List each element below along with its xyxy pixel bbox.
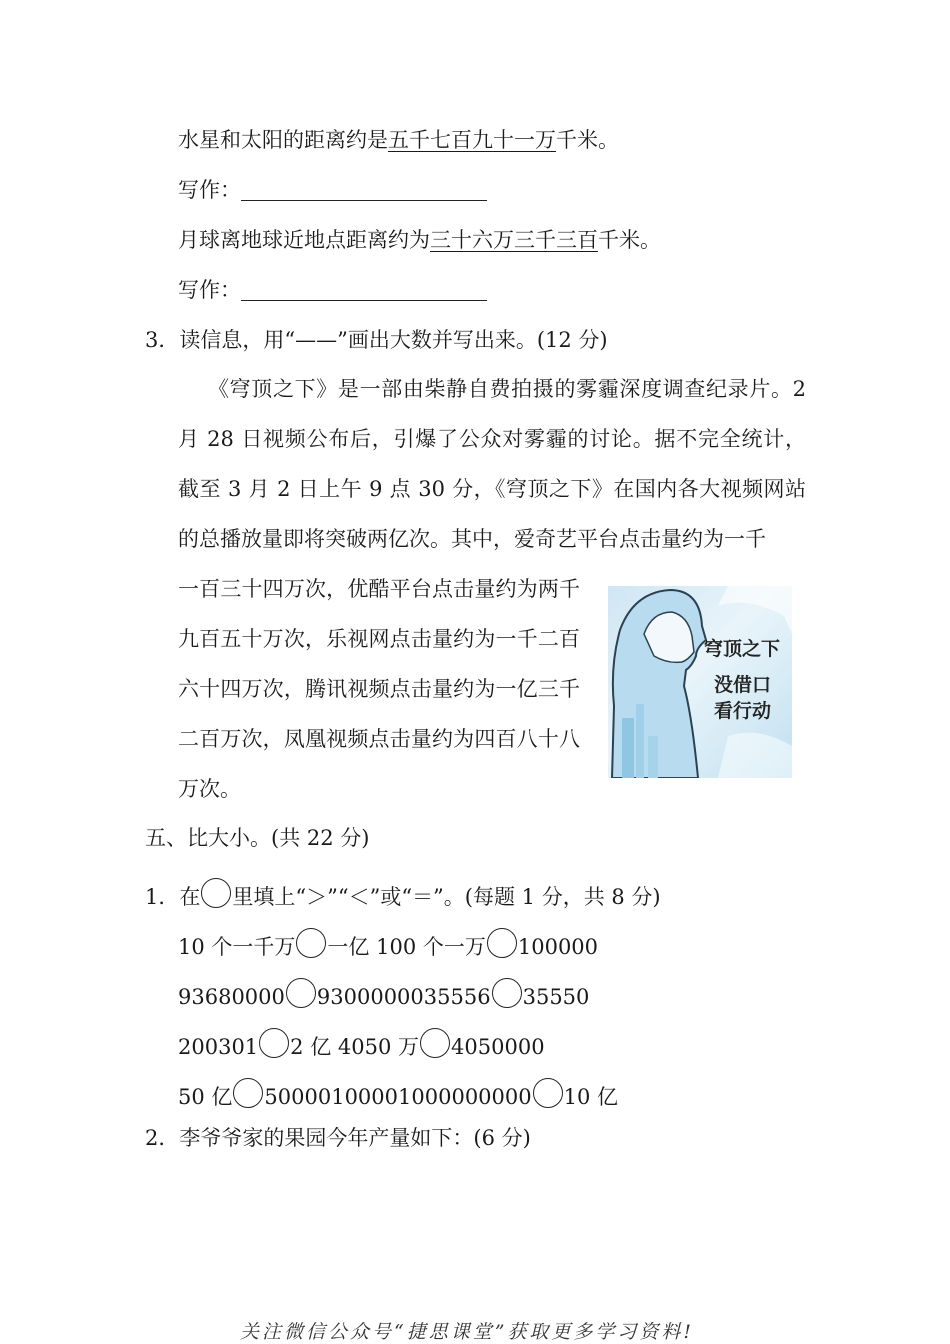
mercury-number: 五千七百九十一万 (388, 128, 556, 152)
compare-circle-5[interactable] (259, 1028, 289, 1058)
compare-circle-4[interactable] (492, 978, 522, 1008)
compare-circle-1[interactable] (296, 928, 326, 958)
compare-circle-6[interactable] (420, 1028, 450, 1058)
compare-circle-8[interactable] (533, 1078, 563, 1108)
write-row-2: 写作： (178, 276, 487, 304)
q3-heading: 3．读信息，用“——”画出大数并写出来。(12 分) (145, 328, 608, 352)
moon-sentence: 月球离地球近地点距离约为三十六万三千三百千米。 (178, 228, 661, 252)
poster-line-2: 看行动 (714, 700, 772, 722)
answer-blank-2[interactable] (241, 278, 487, 301)
example-circle (201, 878, 231, 908)
q3-paragraph-top: 《穹顶之下》是一部由柴静自费拍摄的雾霾深度调查纪录片。2 月 28 日视频公布后，引爆了公众对雾霾的讨论。据不完全统计，截至 3 月 2 日上午 9 点 30 分，《穹顶之下》在国内各大视频网站的总播放量即将突破两亿次。其中，爱奇艺平台点击量约为一千 (178, 377, 806, 551)
compare-circle-2[interactable] (487, 928, 517, 958)
comparison-row-1: 10 个一千万 一亿 100 个一万 100000 (178, 928, 598, 961)
compare-circle-3[interactable] (286, 978, 316, 1008)
comparison-row-2: 93680000 9300000035556 35550 (178, 978, 589, 1011)
moon-number: 三十六万三千三百 (430, 228, 598, 252)
comparison-row-3: 200301 2 亿 4050 万 4050000 (178, 1028, 545, 1061)
s5-q2-heading: 2．李爷爷家的果园今年产量如下：(6 分) (145, 1126, 531, 1150)
footer-watermark: 关注微信公众号“捷思课堂”获取更多学习资料! (240, 1321, 695, 1343)
poster-title: 穹顶之下 (704, 638, 781, 660)
write-row-1: 写作： (178, 176, 487, 204)
mercury-sentence: 水星和太阳的距离约是五千七百九十一万千米。 (178, 128, 619, 152)
q3-paragraph-side: 一百三十四万次，优酷平台点击量约为两千九百五十万次，乐视网点击量约为一千二百六十四万次，腾讯视频点击量约为一亿三千二百万次，凤凰视频点击量约为四百八十八万次。 (178, 577, 580, 801)
section-5-title: 五、比大小。(共 22 分) (145, 826, 370, 850)
answer-blank-1[interactable] (241, 178, 487, 201)
s5-q1-heading: 1．在 里填上“＞”“＜”或“＝”。(每题 1 分，共 8 分) (145, 878, 661, 911)
poster-line-1: 没借口 (714, 674, 772, 696)
documentary-poster (608, 586, 792, 778)
compare-circle-7[interactable] (233, 1078, 263, 1108)
comparison-row-4: 50 亿 50000100001000000000 10 亿 (178, 1078, 618, 1111)
